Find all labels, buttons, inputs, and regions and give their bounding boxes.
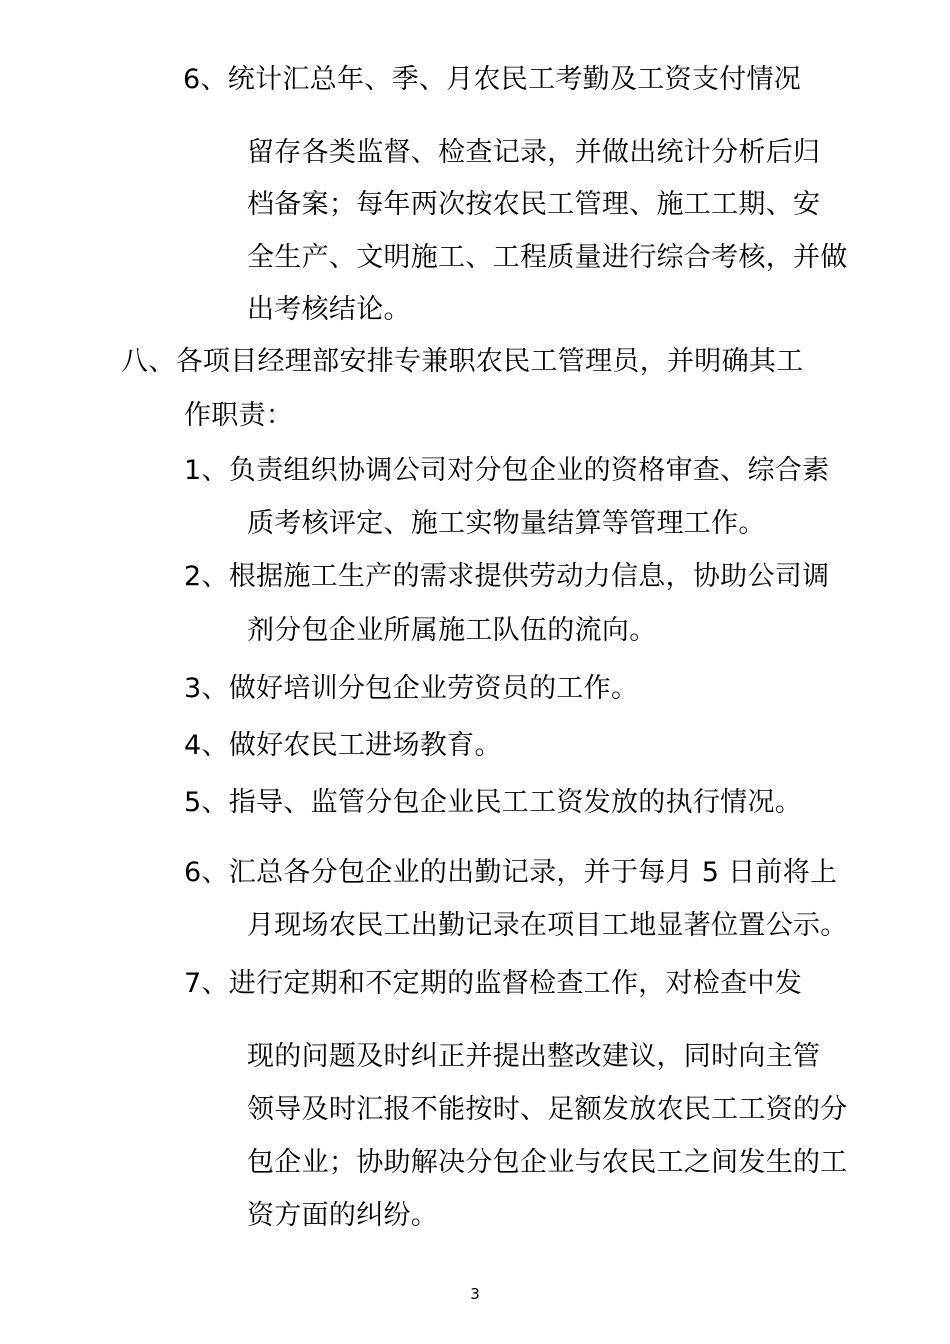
duty-7-line-5: 资方面的纠纷。 xyxy=(247,1200,439,1231)
duty-2-line-1: 2、根据施工生产的需求提供劳动力信息，协助公司调 xyxy=(184,561,830,592)
item-6-body-line-2: 档备案；每年两次按农民工管理、施工工期、安 xyxy=(247,189,821,220)
item-6-body-line-4: 出考核结论。 xyxy=(247,294,411,325)
section-8-heading: 八、各项目经理部安排专兼职农民工管理员，并明确其工 xyxy=(121,346,804,377)
duty-4: 4、做好农民工进场教育。 xyxy=(184,730,502,761)
duty-5: 5、指导、监管分包企业民工工资发放的执行情况。 xyxy=(184,787,803,818)
duty-1-line-2: 质考核评定、施工实物量结算等管理工作。 xyxy=(247,508,766,539)
item-6-heading: 6、统计汇总年、季、月农民工考勤及工资支付情况 xyxy=(183,64,802,95)
duty-7-line-2: 现的问题及时纠正并提出整改建议，同时向主管 xyxy=(247,1041,821,1072)
item-6-body-line-1: 留存各类监督、检查记录，并做出统计分析后归 xyxy=(247,137,821,168)
page-number: 3 xyxy=(470,1285,480,1303)
duty-7-line-3: 领导及时汇报不能按时、足额发放农民工工资的分 xyxy=(247,1094,848,1125)
duty-2-line-2: 剂分包企业所属施工队伍的流向。 xyxy=(247,615,657,646)
duty-7-line-4: 包企业；协助解决分包企业与农民工之间发生的工 xyxy=(247,1147,848,1178)
duty-1-line-1: 1、负责组织协调公司对分包企业的资格审查、综合素 xyxy=(184,455,830,486)
item-6-body-line-3: 全生产、文明施工、工程质量进行综合考核，并做 xyxy=(247,242,848,273)
duty-6-line-1: 6、汇总各分包企业的出勤记录，并于每月 5 日前将上 xyxy=(184,857,838,888)
duty-3: 3、做好培训分包企业劳资员的工作。 xyxy=(184,673,639,704)
section-8-heading-cont: 作职责： xyxy=(184,400,294,431)
duty-7-line-1: 7、进行定期和不定期的监督检查工作，对检查中发 xyxy=(184,968,803,999)
duty-6-line-2: 月现场农民工出勤记录在项目工地显著位置公示。 xyxy=(247,910,848,941)
